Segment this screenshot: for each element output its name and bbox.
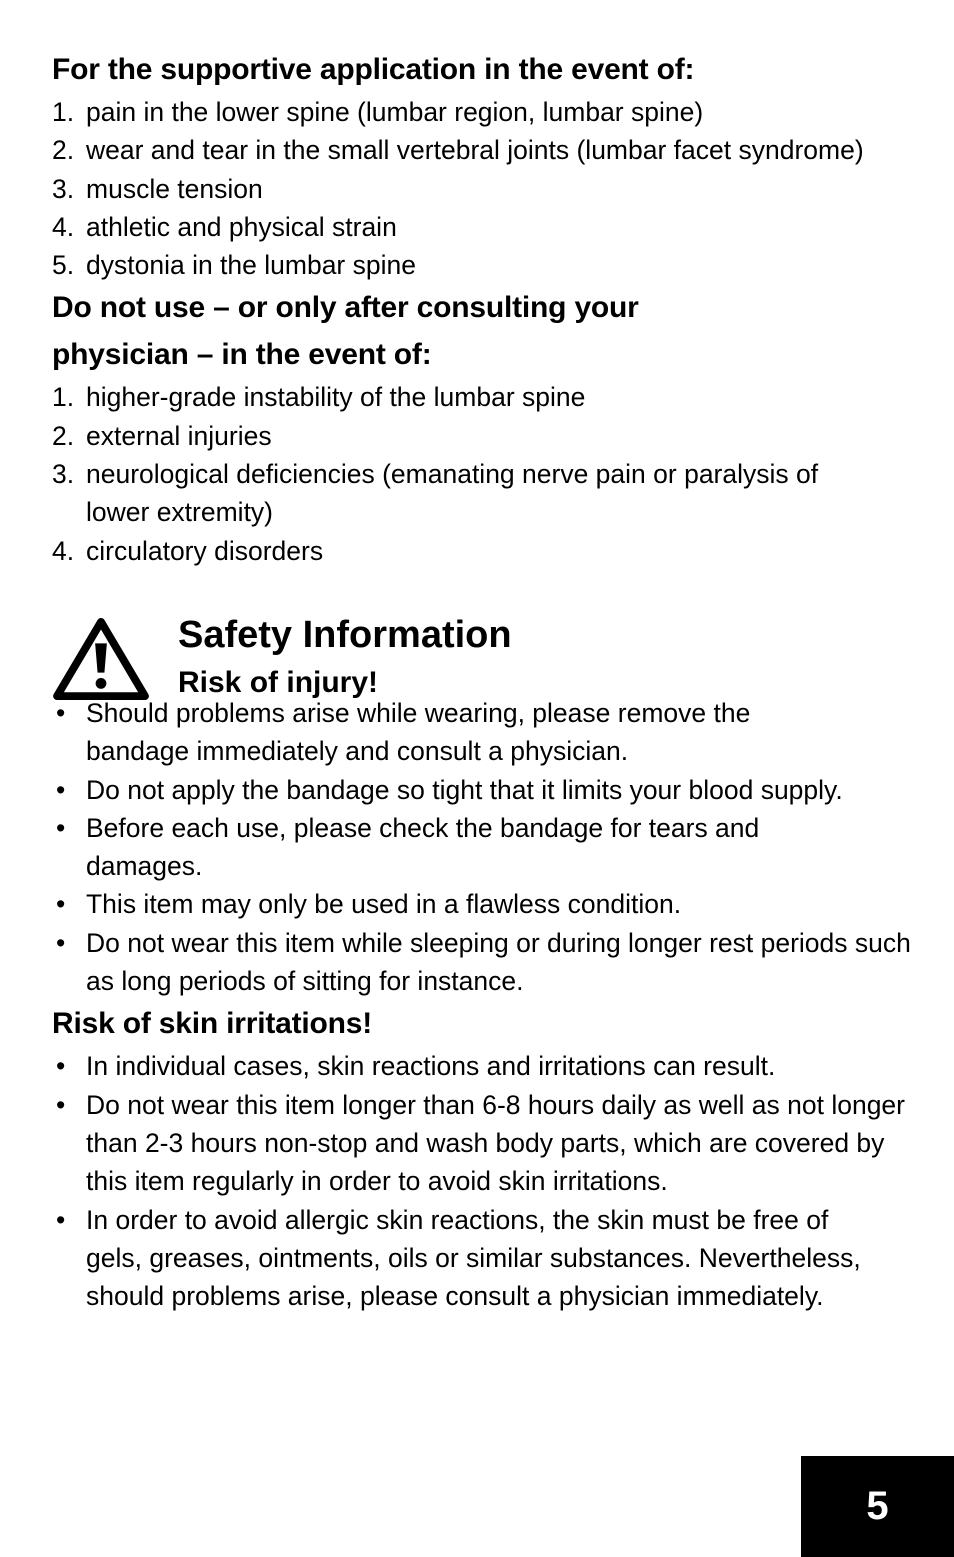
list-item: • In individual cases, skin reactions and irritations can result. [56,1051,776,1082]
skin-heading: Risk of skin irritations! [52,1007,373,1041]
list-item: • Before each use, please check the bandage for tears and damages. [56,812,760,882]
list-item: 1. pain in the lower spine (lumbar region, lumbar spine) [52,97,704,127]
list-item: 3. neurological deficiencies (emanating nerve pain or paralysis of lower extremity) [52,459,819,528]
list-item: • In order to avoid allergic skin reactions, the skin must be free of gels, greases, ointments, oils or similar substances. Nevertheless, should problems arise, please consult a physician immediately. [56,1204,861,1312]
contraindications-list [52,378,922,569]
list-item: 5. dystonia in the lumbar spine [52,250,416,281]
list-item: 2. external injuries [52,420,272,451]
list-item: 3. muscle tension [52,173,263,204]
list-item: • This item may only be used in a flawless condition. [56,889,682,920]
list-item: 4. circulatory disorders [52,535,324,566]
warning-triangle-icon [52,616,150,702]
list-item: 1. higher-grade instability of the lumbar spine [52,382,586,413]
list-item: • Should problems arise while wearing, please remove the bandage immediately and consult a physician. [56,697,751,767]
safety-title: Safety Information [178,613,512,656]
list-item: • Do not wear this item while sleeping or during longer rest periods such as long periods of sitting for instance. [56,927,911,997]
list-item: 2. wear and tear in the small vertebral joints (lumbar facet syndrome) [52,135,864,166]
page-content [52,46,922,1315]
contraindications-heading: Do not use – or only after consulting your physician – in the event of: [52,291,639,372]
injury-list [52,694,922,1000]
list-item: • Do not apply the bandage so tight that it limits your blood supply. [56,774,843,805]
list-item: • Do not wear this item longer than 6-8 hours daily as well as not longer than 2-3 hours non-stop and wash body parts, which are covered by this item regularly in order to avoid skin irritations. [56,1089,905,1197]
injury-heading: Risk of injury! [178,665,379,699]
page-number: 5 [801,1456,954,1557]
list-item: 4. athletic and physical strain [52,211,397,242]
indications-heading: For the supportive application in the event of: [52,53,695,86]
skin-list [52,1047,922,1315]
indications-list [52,93,922,284]
